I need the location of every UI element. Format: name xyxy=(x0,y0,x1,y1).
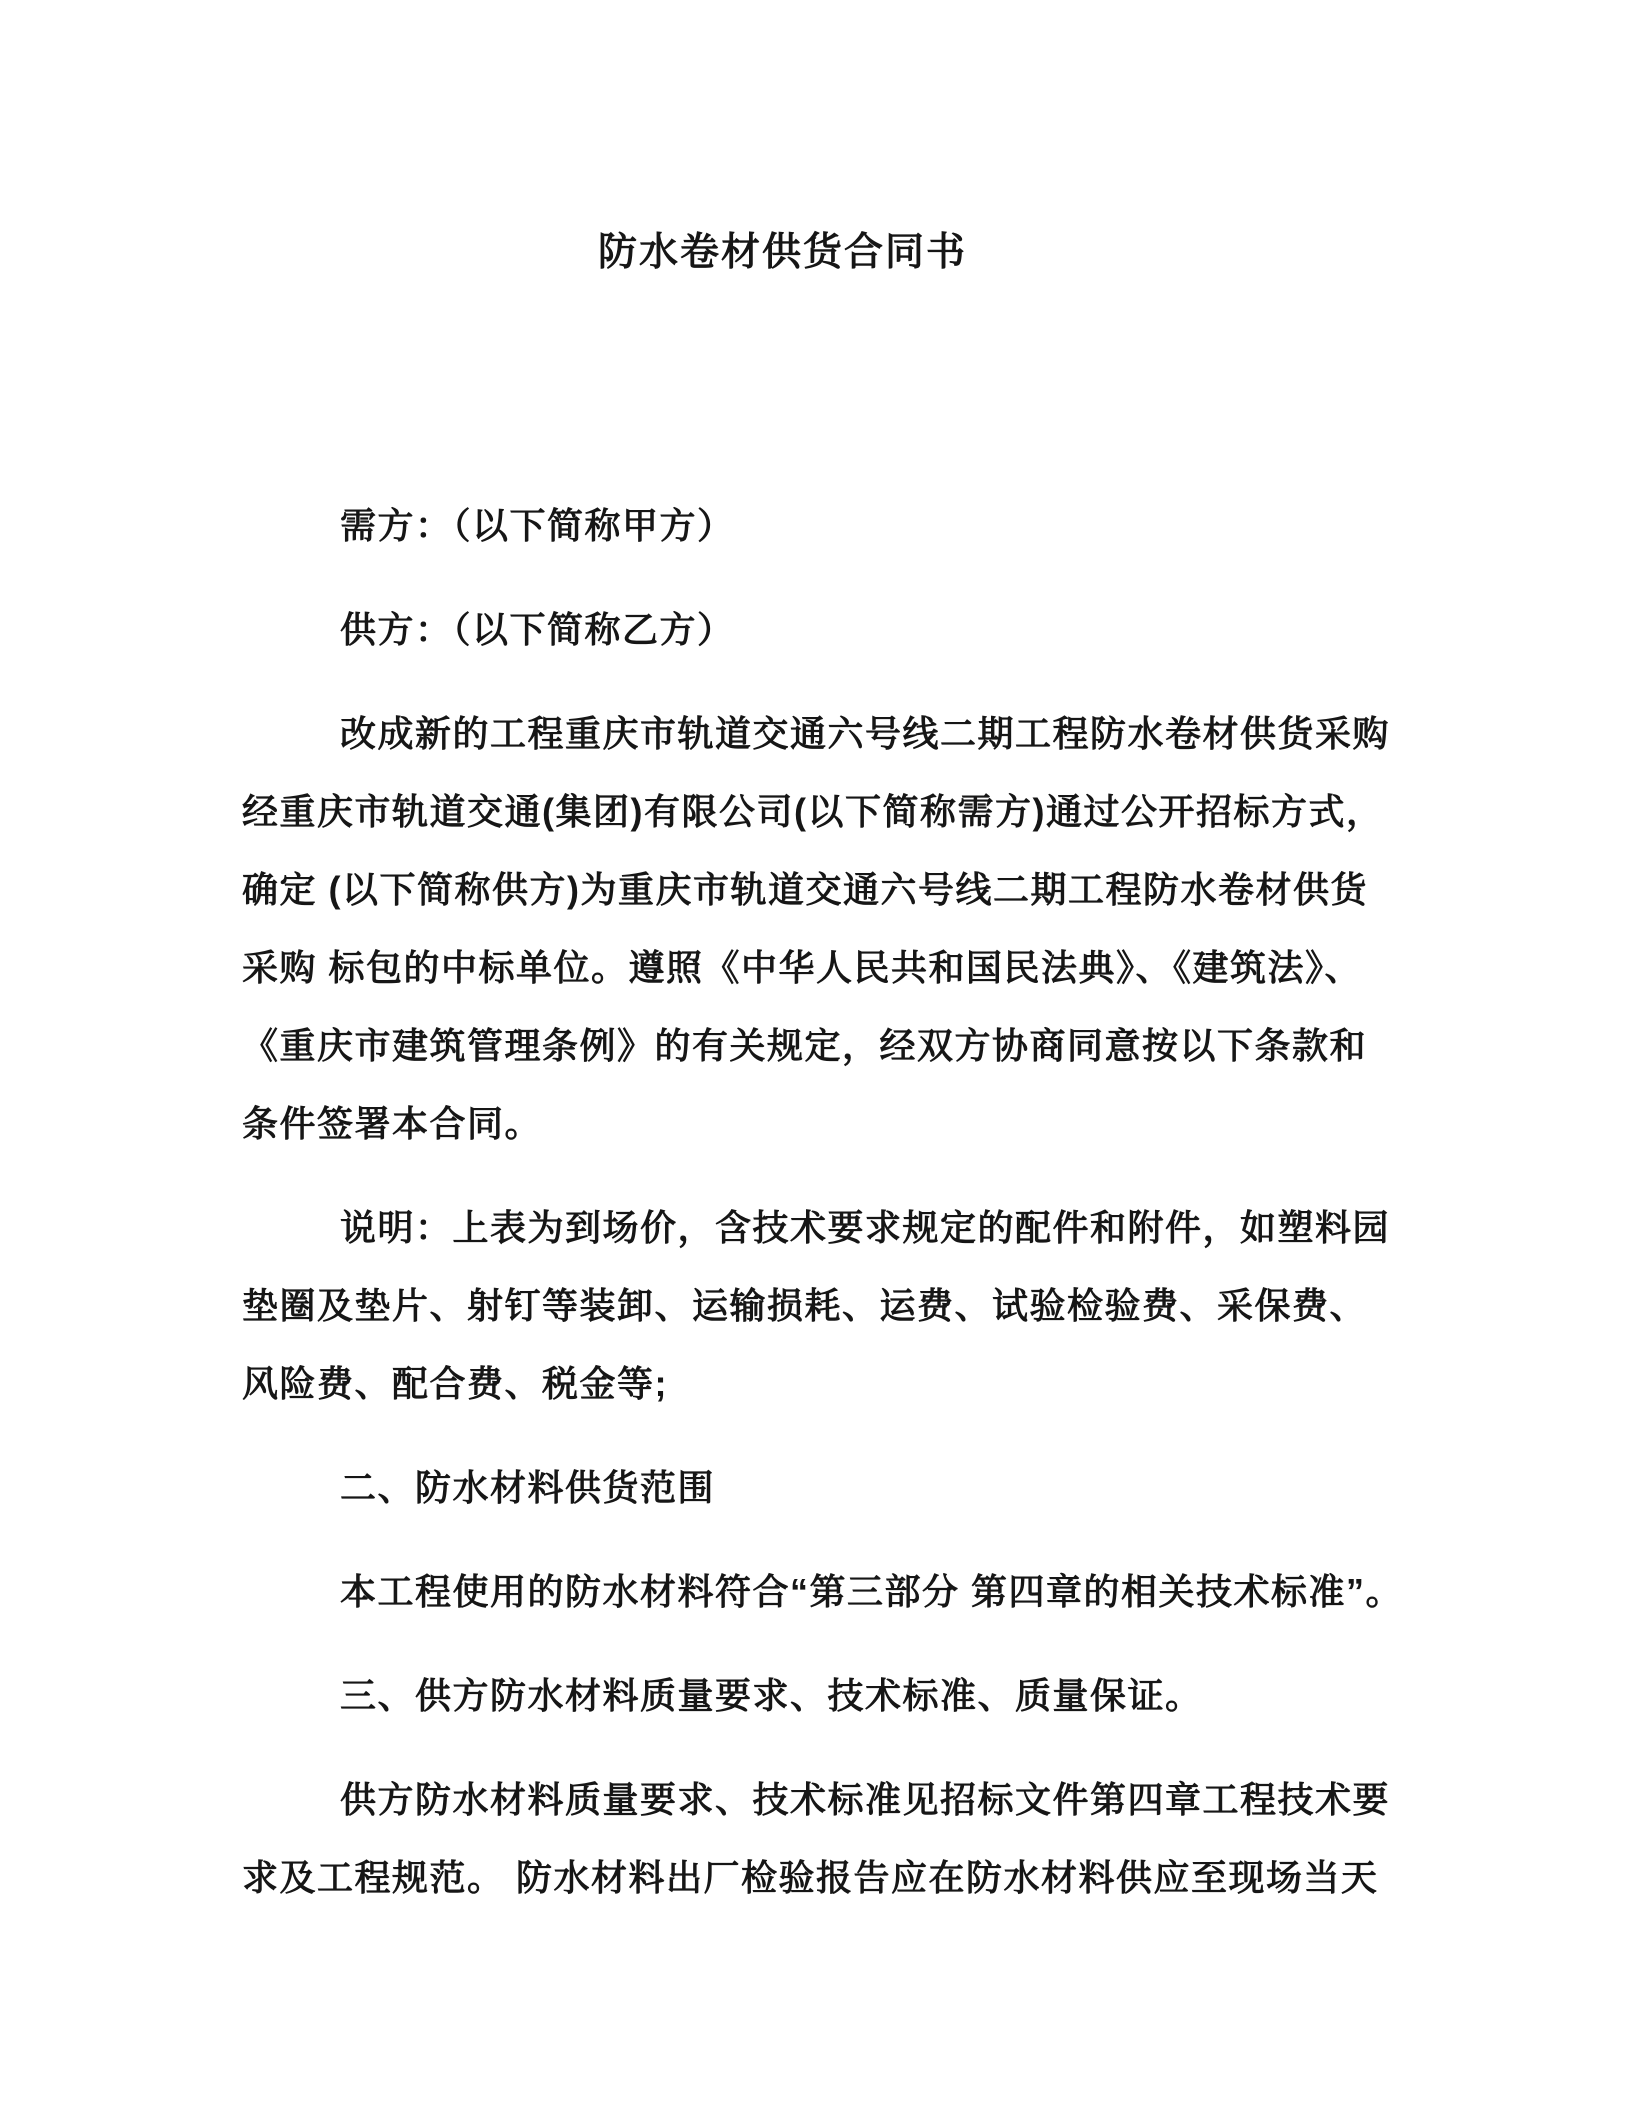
text-line-demand-party: 需方：（以下简称甲方） xyxy=(340,505,735,546)
paragraph-party-supply xyxy=(242,591,1412,669)
text-line: 垫圈及垫片、射钉等装卸、运输损耗、运费、试验检验费、采保费、 xyxy=(242,1285,1368,1326)
text-line: 《重庆市建筑管理条例》的有关规定，经双方协商同意按以下条款和 xyxy=(242,1025,1368,1066)
heading-line-section-2: 二、防水材料供货范围 xyxy=(340,1467,716,1508)
paragraph-party-demand xyxy=(242,487,1412,565)
section-3-body xyxy=(242,1761,1412,1917)
text-line: 风险费、配合费、税金等; xyxy=(242,1363,668,1404)
text-line: 经重庆市轨道交通(集团)有限公司(以下简称需方)通过公开招标方式， xyxy=(242,791,1384,832)
paragraph-intro xyxy=(242,695,1412,1163)
document-body xyxy=(242,487,1412,1943)
text-line: 条件签署本合同。 xyxy=(242,1103,543,1144)
text-line: 求及工程规范。 防水材料出厂检验报告应在防水材料供应至现场当天 xyxy=(242,1857,1379,1898)
text-line: 采购 标包的中标单位。遵照《中华人民共和国民法典》、《建筑法》、 xyxy=(242,947,1363,988)
paragraph-price-note xyxy=(242,1189,1412,1423)
section-2-heading xyxy=(242,1449,1412,1527)
section-3-heading xyxy=(242,1657,1412,1735)
text-line-supply-party: 供方：（以下简称乙方） xyxy=(340,609,735,650)
heading-line-section-3: 三、供方防水材料质量要求、技术标准、质量保证。 xyxy=(340,1675,1203,1716)
document-title: 防水卷材供货合同书 xyxy=(597,231,967,274)
text-line: 确定 (以下简称供方)为重庆市轨道交通六号线二期工程防水卷材供货 xyxy=(242,869,1368,910)
text-line: 说明：上表为到场价，含技术要求规定的配件和附件，如塑料园 xyxy=(340,1207,1391,1248)
section-2-body xyxy=(242,1553,1412,1631)
text-line: 供方防水材料质量要求、技术标准见招标文件第四章工程技术要 xyxy=(340,1779,1391,1820)
text-line: 改成新的工程重庆市轨道交通六号线二期工程防水卷材供货采购 xyxy=(340,713,1391,754)
text-line: 本工程使用的防水材料符合“第三部分 第四章的相关技术标准”。 xyxy=(340,1571,1404,1612)
